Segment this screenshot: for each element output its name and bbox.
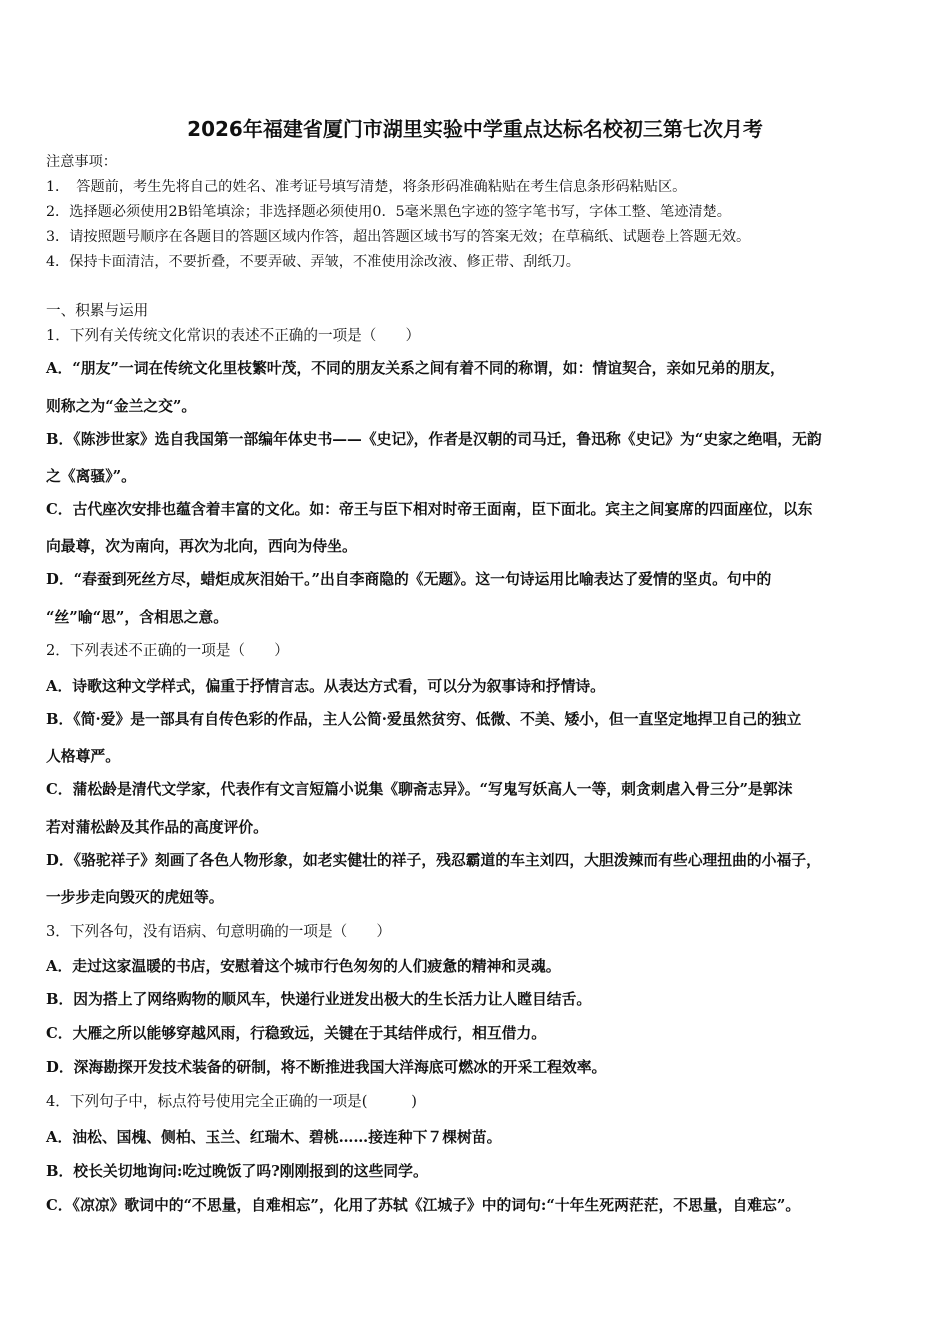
question-2-stem: 2．下列表述不正确的一项是（ ） <box>46 642 289 659</box>
notice-item-3: 3．请按照题号顺序在各题目的答题区域内作答，超出答题区域书写的答案无效；在草稿纸、试题卷上答题无效。 <box>46 229 751 245</box>
question-4-option-a: A．油松、国槐、侧柏、玉兰、红瑞木、碧桃……接连种下７棵树苗。 <box>46 1129 502 1146</box>
question-1-stem: 1．下列有关传统文化常识的表述不正确的一项是（ ） <box>46 327 421 344</box>
question-2-option-b: B．《简·爱》是一部具有自传色彩的作品，主人公简·爱虽然贫穷、低微、不美、矮小，但一直坚定地捍卫自己的独立 <box>46 711 802 728</box>
question-3-option-d: D．深海勘探开发技术装备的研制，将不断推进我国大洋海底可燃冰的开采工程效率。 <box>46 1059 607 1076</box>
section-heading: 一、积累与运用 <box>46 302 149 319</box>
question-4-option-c: C．《凉凉》歌词中的“不思量，自难相忘”，化用了苏轼《江城子》中的词句:“十年生死两茫茫，不思量，自难忘”。 <box>46 1197 801 1214</box>
question-3-stem: 3．下列各句，没有语病、句意明确的一项是（ ） <box>46 923 391 940</box>
question-4-stem: 4．下列句子中，标点符号使用完全正确的一项是( ) <box>46 1093 417 1110</box>
notice-heading: 注意事项： <box>46 154 117 170</box>
question-4-option-b: B．校长关切地询问:吃过晚饭了吗?刚刚报到的这些同学。 <box>46 1163 428 1180</box>
question-1-option-b-cont: 之《离骚》”。 <box>46 468 136 485</box>
question-2-option-d-cont: 一步步走向毁灭的虎妞等。 <box>46 889 224 906</box>
question-1-option-d: D．“春蚕到死丝方尽，蜡炬成灰泪始干。”出自李商隐的《无题》。这一句诗运用比喻表达了爱情的坚贞。句中的 <box>46 571 772 588</box>
question-2-option-a: A．诗歌这种文学样式，偏重于抒情言志。从表达方式看，可以分为叙事诗和抒情诗。 <box>46 678 605 695</box>
notice-item-4: 4．保持卡面清洁，不要折叠，不要弄破、弄皱，不准使用涂改液、修正带、刮纸刀。 <box>46 254 580 270</box>
question-2-option-b-cont: 人格尊严。 <box>46 748 120 765</box>
question-2-option-c: C．蒲松龄是清代文学家，代表作有文言短篇小说集《聊斋志异》。“写鬼写妖高人一等，刺贪刺虐入骨三分”是郭沫 <box>46 781 793 798</box>
question-1-option-d-cont: “丝”喻“思”，含相思之意。 <box>46 609 229 626</box>
notice-item-2: 2．选择题必须使用2B铅笔填涂；非选择题必须使用0．5毫米黑色字迹的签字笔书写，字体工整、笔迹清楚。 <box>46 204 731 220</box>
question-3-option-c: C．大雁之所以能够穿越风雨，行稳致远，关键在于其结伴成行，相互借力。 <box>46 1025 547 1042</box>
question-3-option-a: A．走过这家温暖的书店，安慰着这个城市行色匆匆的人们疲惫的精神和灵魂。 <box>46 958 561 975</box>
question-1-option-c: C．古代座次安排也蕴含着丰富的文化。如：帝王与臣下相对时帝王面南，臣下面北。宾主之间宴席的四面座位，以东 <box>46 501 813 518</box>
page-title: 2026年福建省厦门市湖里实验中学重点达标名校初三第七次月考 <box>187 117 763 141</box>
question-1-option-a-cont: 则称之为“金兰之交”。 <box>46 398 197 415</box>
question-1-option-a: A．“朋友”一词在传统文化里枝繁叶茂，不同的朋友关系之间有着不同的称谓，如：情谊契合，亲如兄弟的朋友， <box>46 360 785 377</box>
question-1-option-c-cont: 向最尊，次为南向，再次为北向，西向为侍坐。 <box>46 538 357 555</box>
notice-item-1: 1． 答题前，考生先将自己的姓名、准考证号填写清楚，将条形码准确粘贴在考生信息条形码粘贴区。 <box>46 179 687 195</box>
question-2-option-d: D．《骆驼祥子》刻画了各色人物形象，如老实健壮的祥子，残忍霸道的车主刘四，大胆泼辣而有些心理扭曲的小福子， <box>46 852 821 869</box>
question-1-option-b: B．《陈涉世家》选自我国第一部编年体史书——《史记》，作者是汉朝的司马迁，鲁迅称《史记》为“史家之绝唱，无韵 <box>46 431 822 448</box>
question-2-option-c-cont: 若对蒲松龄及其作品的高度评价。 <box>46 819 268 836</box>
question-3-option-b: B．因为搭上了网络购物的顺风车，快递行业迸发出极大的生长活力让人瞠目结舌。 <box>46 991 592 1008</box>
